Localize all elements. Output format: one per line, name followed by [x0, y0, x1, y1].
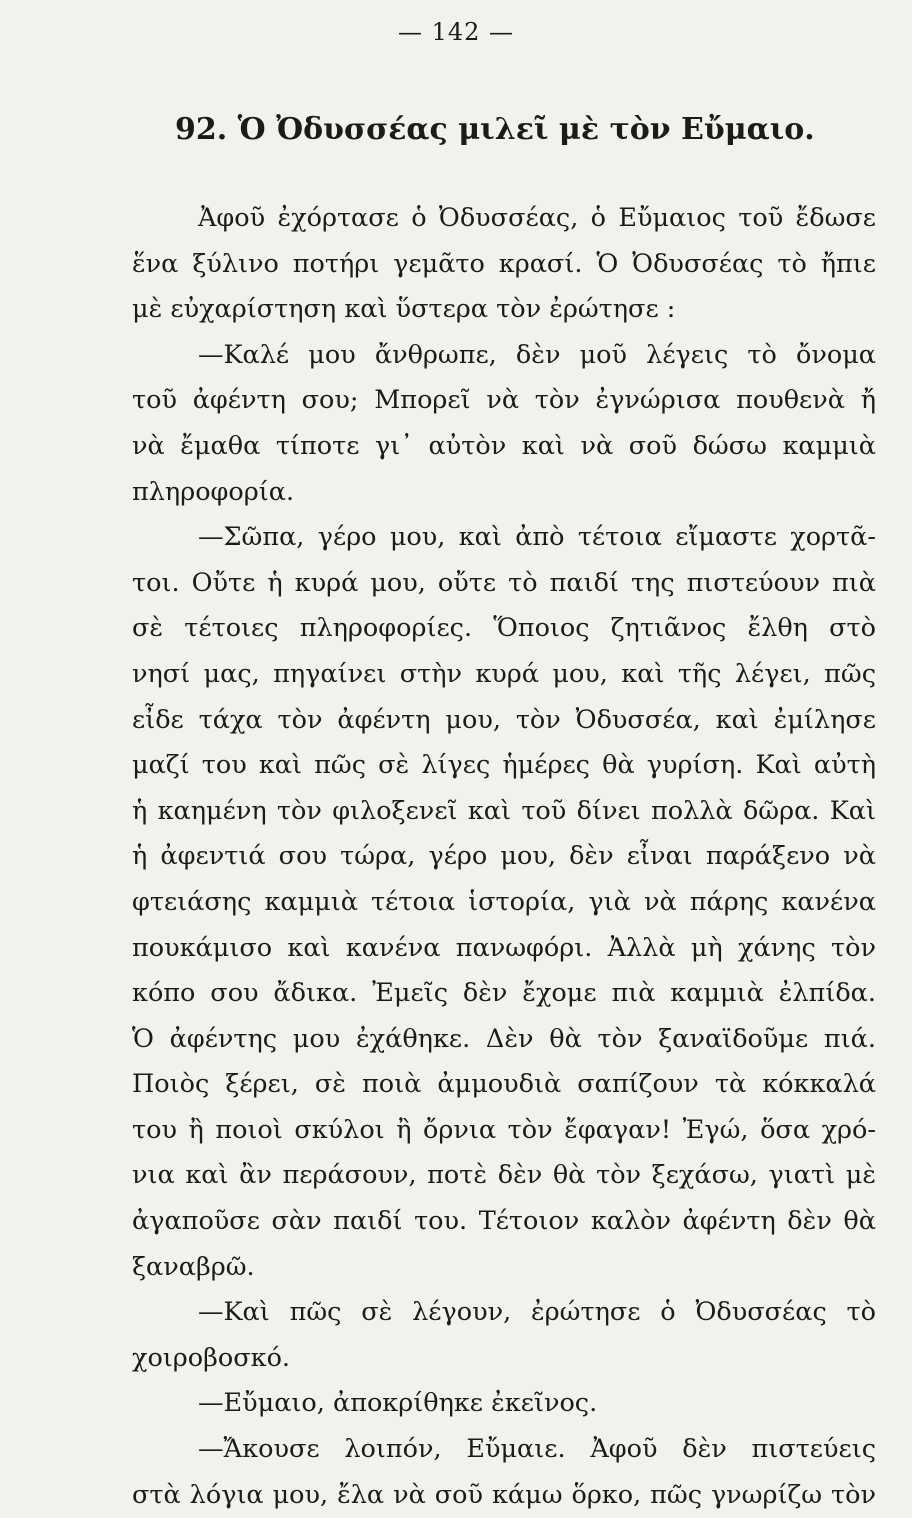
text-line: μαζί του καὶ πῶς σὲ λίγες ἡμέρες θὰ γυρίση. Καὶ αὐτὴ: [132, 750, 876, 781]
text-line: πουκάμισο καὶ κανένα πανωφόρι. Ἀλλὰ μὴ χάνης τὸν: [132, 932, 876, 963]
text-line: Ἀφοῦ ἐχόρτασε ὁ Ὀδυσσέας, ὁ Εὔμαιος τοῦ ἔδωσε: [198, 203, 876, 233]
text-line: Ποιὸς ξέρει, σὲ ποιὰ ἀμμουδιὰ σαπίζουν τὰ κόκκαλά: [132, 1069, 876, 1100]
text-line: κόπο σου ἄδικα. Ἐμεῖς δὲν ἔχομε πιὰ καμμιὰ ἐλπίδα.: [132, 978, 876, 1009]
body-text: [132, 196, 876, 1518]
text-line: —Σῶπα, γέρο μου, καὶ ἀπὸ τέτοια εἴμαστε χορτᾶ-: [198, 522, 876, 553]
text-line: ξαναβρῶ.: [132, 1251, 255, 1282]
text-line: του ἢ ποιοὶ σκύλοι ἢ ὄρνια τὸν ἔφαγαν! Ἐγώ, ὅσα χρό-: [132, 1114, 876, 1145]
text-line: τοι. Οὔτε ἡ κυρά μου, οὔτε τὸ παιδί της πιστεύουν πιὰ: [132, 567, 876, 598]
text-line: χοιροβοσκό.: [132, 1342, 291, 1373]
text-line: ἕνα ξύλινο ποτήρι γεμᾶτο κρασί. Ὁ Ὀδυσσέας τὸ ἤπιε: [132, 248, 876, 279]
text-line: ἡ ἀφεντιά σου τώρα, γέρο μου, δὲν εἶναι παράξενο νὰ: [132, 841, 876, 872]
text-line: φτειάσης καμμιὰ τέτοια ἱστορία, γιὰ νὰ πάρης κανένα: [132, 886, 876, 917]
text-line: στὰ λόγια μου, ἔλα νὰ σοῦ κάμω ὅρκο, πῶς γνωρίζω τὸν: [132, 1479, 876, 1510]
text-line: Ὁ ἀφέντης μου ἐχάθηκε. Δὲν θὰ τὸν ξαναϊδοῦμε πιά.: [132, 1023, 876, 1054]
text-line: σὲ τέτοιες πληροφορίες. Ὅποιος ζητιᾶνος ἔλθη στὸ: [132, 613, 876, 644]
text-line: πληροφορία.: [132, 476, 295, 507]
text-line: —Εὔμαιο, ἀποκρίθηκε ἐκεῖνος.: [198, 1388, 598, 1419]
text-line: νὰ ἔμαθα τίποτε γι᾽ αὐτὸν καὶ νὰ σοῦ δώσω καμμιὰ: [132, 430, 876, 461]
text-line: ἀγαποῦσε σὰν παιδί του. Τέτοιον καλὸν ἀφέντη δὲν θὰ: [132, 1206, 876, 1237]
text-line: —Καὶ πῶς σὲ λέγουν, ἐρώτησε ὁ Ὀδυσσέας τὸ: [198, 1297, 876, 1328]
chapter-heading: 92. Ὁ Ὀδυσσέας μιλεῖ μὲ τὸν Εὔμαιο.: [175, 112, 815, 147]
text-line: μὲ εὐχαρίστηση καὶ ὕστερα τὸν ἐρώτησε :: [132, 294, 676, 325]
text-line: —Καλέ μου ἄνθρωπε, δὲν μοῦ λέγεις τὸ ὄνομα: [198, 339, 876, 370]
text-line: τοῦ ἀφέντη σου; Μπορεῖ νὰ τὸν ἐγνώρισα πουθενὰ ἤ: [132, 385, 876, 416]
text-line: νησί μας, πηγαίνει στὴν κυρά μου, καὶ τῆς λέγει, πῶς: [132, 658, 876, 689]
text-line: ἡ καημένη τὸν φιλοξενεῖ καὶ τοῦ δίνει πολλὰ δῶρα. Καὶ: [132, 795, 876, 826]
text-line: —Ἄκουσε λοιπόν, Εὔμαιε. Ἀφοῦ δὲν πιστεύεις: [198, 1434, 876, 1465]
text-line: εἶδε τάχα τὸν ἀφέντη μου, τὸν Ὀδυσσέα, καὶ ἐμίλησε: [132, 704, 876, 735]
text-line: νια καὶ ἂν περάσουν, ποτὲ δὲν θὰ τὸν ξεχάσω, γιατὶ μὲ: [132, 1160, 876, 1191]
page-number: — 142 —: [397, 18, 515, 46]
